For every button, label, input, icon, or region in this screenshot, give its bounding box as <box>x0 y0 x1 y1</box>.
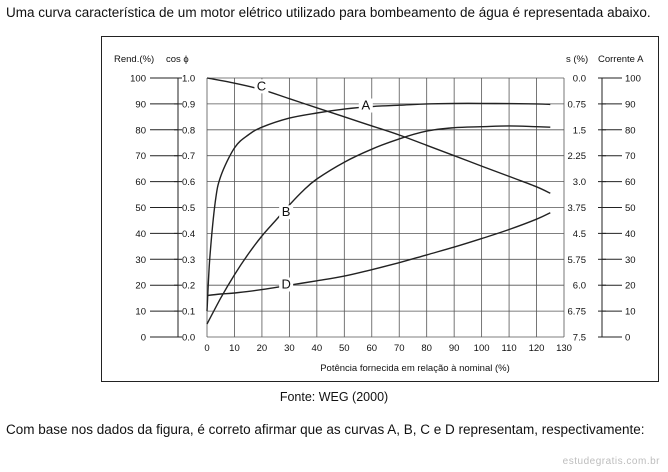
y-tick-label-slip: 0.0 <box>572 73 586 85</box>
y-tick-label-current: 50 <box>625 203 636 214</box>
y-tick-label-rend: 60 <box>135 177 146 189</box>
y-axis-label-slip: s (%) <box>566 54 589 65</box>
y-tick-label-cosphi: 0.7 <box>182 151 196 163</box>
question-intro: Uma curva característica de um motor elétrico utilizado para bombeamento de água é representada abaixo. <box>6 5 651 20</box>
x-tick-label: 50 <box>339 343 350 354</box>
y-tick-label-current: 90 <box>625 99 636 111</box>
y-tick-label-current: 60 <box>625 177 636 189</box>
y-tick-label-slip: 2.25 <box>567 151 586 163</box>
figure-source: Fonte: WEG (2000) <box>279 390 389 404</box>
x-tick-label: 30 <box>284 343 295 354</box>
y-tick-label-rend: 30 <box>135 254 146 266</box>
y-tick-label-current: 30 <box>625 254 636 266</box>
y-tick-label-rend: 50 <box>135 203 146 214</box>
y-tick-label-rend: 90 <box>135 99 146 111</box>
y-axis-label-rend: Rend.(%) <box>114 54 155 65</box>
y-tick-label-slip: 6.75 <box>567 306 586 318</box>
y-tick-label-slip: 6.0 <box>572 280 586 292</box>
question-prompt: Com base nos dados da figura, é correto afirmar que as curvas A, B, C e D representam, respectivamente: <box>6 422 645 437</box>
y-tick-label-cosphi: 0.1 <box>182 306 196 318</box>
y-tick-label-current: 80 <box>625 125 636 137</box>
y-tick-label-current: 100 <box>625 73 641 85</box>
x-tick-label: 120 <box>528 343 545 354</box>
x-tick-label: 60 <box>366 343 378 354</box>
x-axis-label: Potência fornecida em relação à nominal (%) <box>320 363 510 374</box>
y-axis-label-cosphi: cos ϕ <box>166 54 189 65</box>
y-tick-label-cosphi: 0.9 <box>182 99 196 111</box>
curve-d <box>207 213 550 296</box>
y-tick-label-rend: 0 <box>140 332 146 344</box>
y-tick-label-cosphi: 0.8 <box>182 125 196 137</box>
curve-label-b: B <box>281 204 291 220</box>
y-tick-label-slip: 7.5 <box>572 332 586 344</box>
watermark: estudegratis.com.br <box>562 456 660 467</box>
y-axis-label-current: Corrente A <box>598 54 644 65</box>
curve-c <box>207 78 550 193</box>
x-tick-label: 90 <box>448 343 460 354</box>
curve-label-c: C <box>256 78 267 94</box>
y-tick-label-rend: 80 <box>135 125 146 137</box>
x-tick-label: 40 <box>311 343 323 354</box>
y-tick-label-current: 70 <box>625 151 636 163</box>
series <box>207 78 550 324</box>
x-tick-label: 80 <box>421 343 432 354</box>
y-tick-label-rend: 20 <box>135 280 146 292</box>
y-tick-label-cosphi: 0.3 <box>182 254 196 266</box>
y-tick-label-cosphi: 0.0 <box>182 332 196 344</box>
y-tick-label-slip: 3.0 <box>572 177 586 189</box>
y-tick-label-slip: 1.5 <box>572 125 586 137</box>
y-tick-label-current: 40 <box>625 228 636 240</box>
x-tick-label: 100 <box>473 343 490 354</box>
y-tick-label-rend: 70 <box>135 151 146 163</box>
x-tick-label: 110 <box>501 343 517 354</box>
y-tick-label-rend: 10 <box>135 306 146 318</box>
x-tick-label: 10 <box>229 343 240 354</box>
y-tick-label-rend: 100 <box>130 73 146 85</box>
y-tick-label-current: 10 <box>625 306 636 318</box>
curve-label-d: D <box>281 276 291 292</box>
x-tick-label: 0 <box>204 343 210 354</box>
y-tick-label-slip: 3.75 <box>567 203 586 214</box>
y-tick-label-current: 20 <box>625 280 636 292</box>
y-tick-label-current: 0 <box>625 332 631 344</box>
x-tick-label: 70 <box>393 343 405 354</box>
y-tick-label-cosphi: 0.5 <box>182 203 196 214</box>
y-tick-label-cosphi: 0.4 <box>182 228 196 240</box>
x-tick-label: 20 <box>256 343 268 354</box>
x-tick-label: 130 <box>556 343 572 354</box>
grid <box>207 78 564 337</box>
y-tick-label-rend: 40 <box>135 228 146 240</box>
y-tick-label-slip: 0.75 <box>567 99 586 111</box>
y-tick-label-slip: 4.5 <box>572 228 586 240</box>
y-tick-label-cosphi: 0.2 <box>182 280 196 292</box>
y-tick-label-slip: 5.75 <box>567 254 586 266</box>
figure-frame <box>101 36 659 382</box>
y-tick-label-cosphi: 1.0 <box>182 73 196 85</box>
curve-label-a: A <box>361 97 371 113</box>
y-tick-label-cosphi: 0.6 <box>182 177 196 189</box>
motor-characteristic-chart <box>102 37 658 381</box>
